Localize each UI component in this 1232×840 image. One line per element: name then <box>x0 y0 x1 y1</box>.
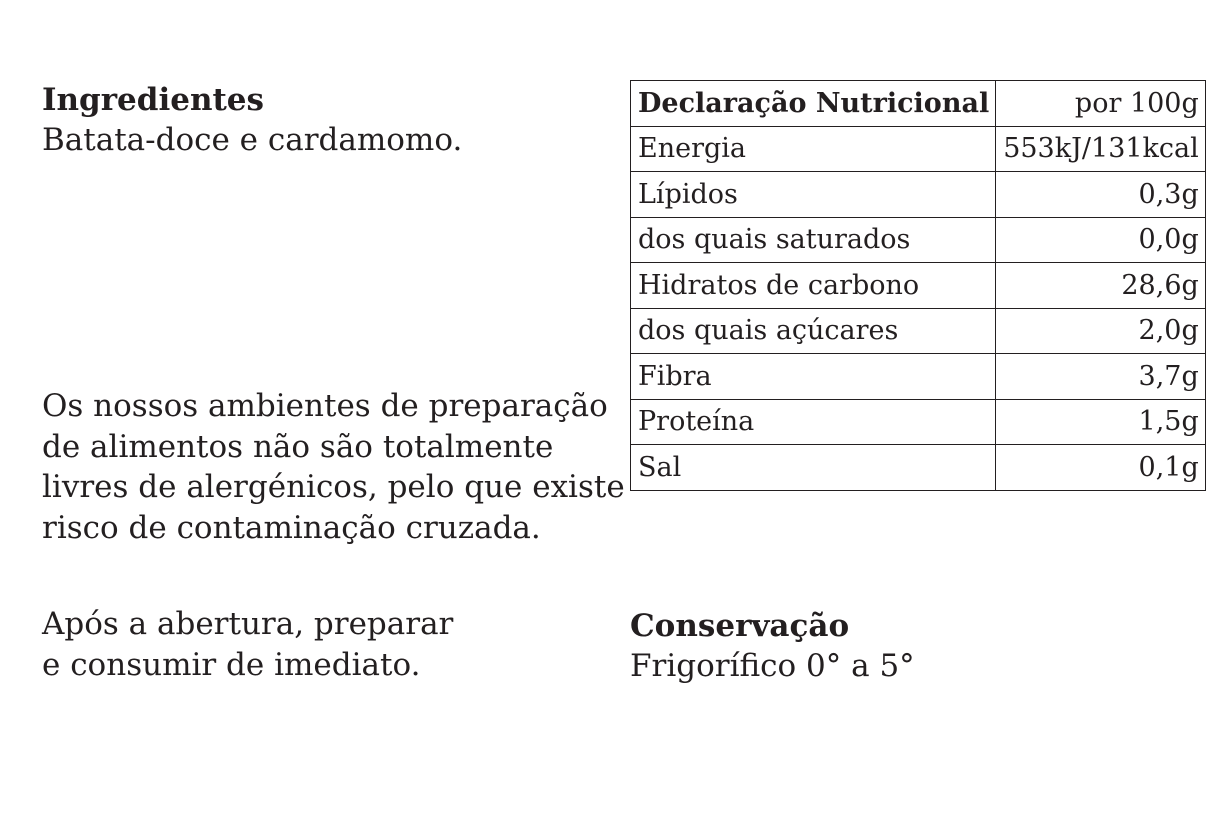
nutrition-header-value: por 100g <box>996 81 1206 127</box>
nutrient-label: Fibra <box>631 354 996 400</box>
nutrient-label: Lípidos <box>631 172 996 218</box>
nutrient-value: 553kJ/131kcal <box>996 126 1206 172</box>
nutrient-value: 0,1g <box>996 445 1206 491</box>
nutrition-row-carbohydrates <box>631 263 1206 309</box>
nutrition-row-sugars <box>631 308 1206 354</box>
nutrition-row-energy <box>631 126 1206 172</box>
nutrient-label: Proteína <box>631 399 996 445</box>
nutrient-value: 3,7g <box>996 354 1206 400</box>
ingredients-heading: Ingredientes <box>42 82 264 118</box>
ingredients-text: Batata-doce e cardamomo. <box>42 122 463 158</box>
ingredients-section <box>42 80 462 160</box>
nutrition-row-salt <box>631 445 1206 491</box>
nutrition-row-protein <box>631 399 1206 445</box>
conservation-heading: Conservação <box>630 608 850 644</box>
conservation-section <box>630 606 915 686</box>
after-opening-line: e consumir de imediato. <box>42 646 421 683</box>
nutrition-table <box>630 80 1206 491</box>
allergen-line: de alimentos não são totalmente <box>42 428 554 465</box>
nutrient-label: Sal <box>631 445 996 491</box>
nutrient-value: 0,0g <box>996 217 1206 263</box>
after-opening-notice <box>42 604 453 685</box>
conservation-text: Frigorífico 0° a 5° <box>630 648 915 684</box>
nutrient-label: Energia <box>631 126 996 172</box>
nutrition-row-fat <box>631 172 1206 218</box>
allergen-notice <box>42 386 625 548</box>
nutrition-header-label: Declaração Nutricional <box>631 81 996 127</box>
nutrient-label: dos quais saturados <box>631 217 996 263</box>
nutrient-label: dos quais açúcares <box>631 308 996 354</box>
nutrition-row-saturated <box>631 217 1206 263</box>
after-opening-line: Após a abertura, preparar <box>42 606 454 642</box>
nutrient-value: 0,3g <box>996 172 1206 218</box>
nutrition-header-row <box>631 81 1206 127</box>
nutrient-value: 1,5g <box>996 399 1206 445</box>
nutrition-row-fibre <box>631 354 1206 400</box>
allergen-line: risco de contaminação cruzada. <box>42 509 541 546</box>
allergen-line: Os nossos ambientes de preparação <box>42 388 608 424</box>
nutrient-label: Hidratos de carbono <box>631 263 996 309</box>
allergen-line: livres de alergénicos, pelo que existe <box>42 469 625 505</box>
nutrient-value: 28,6g <box>996 263 1206 309</box>
nutrient-value: 2,0g <box>996 308 1206 354</box>
